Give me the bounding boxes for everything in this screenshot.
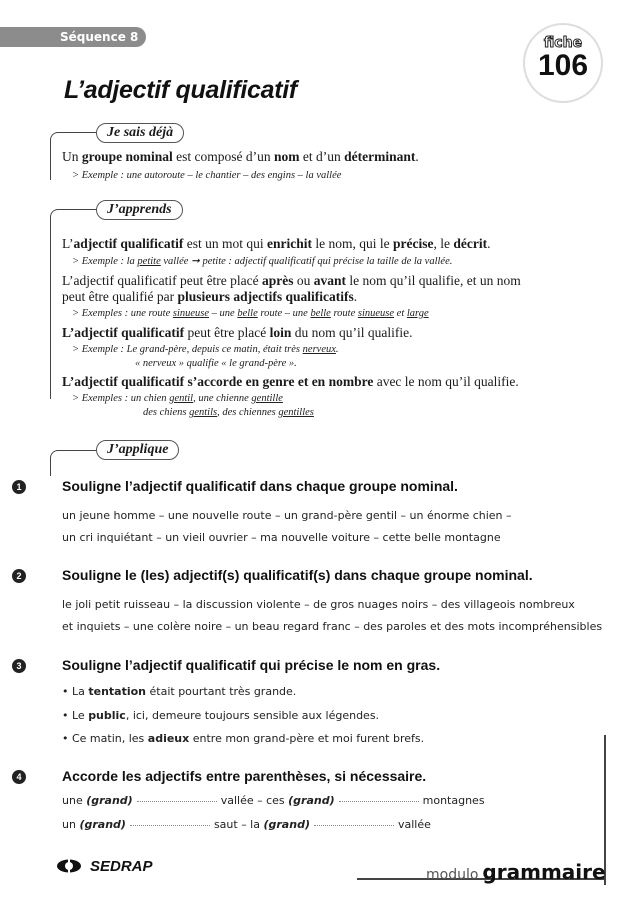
example-line: > Exemple : Le grand-père, depuis ce matin, était très nerveux. xyxy=(72,344,339,355)
section-heading-j-applique: J’applique xyxy=(96,440,179,460)
answer-blank[interactable] xyxy=(339,801,419,802)
example-line: « nerveux » qualifie « le grand-père ». xyxy=(135,358,297,369)
section-heading-je-sais-deja: Je sais déjà xyxy=(96,123,184,143)
exercise-3-instruction: Souligne l’adjectif qualificatif qui précise le nom en gras. xyxy=(62,657,441,673)
rule-paragraph-3: L’adjectif qualificatif peut être placé loin du nom qu’il qualifie. xyxy=(62,325,413,340)
exercise-4-line: une (grand) vallée – ces (grand) montagnes xyxy=(62,794,485,807)
exercise-3-item[interactable]: • Ce matin, les adieux entre mon grand-père et moi furent brefs. xyxy=(62,732,425,745)
exercise-number-3: 3 xyxy=(12,659,26,673)
definition-groupe-nominal: Un groupe nominal est composé d’un nom et d’un déterminant. xyxy=(62,149,419,164)
publisher-name: SEDRAP xyxy=(90,858,153,875)
collection-name: modulo grammaire xyxy=(426,860,606,884)
rule-paragraph-1: L’adjectif qualificatif est un mot qui enrichit le nom, qui le précise, le décrit. xyxy=(62,236,491,251)
exercise-number-2: 2 xyxy=(12,569,26,583)
exercise-4-instruction: Accorde les adjectifs entre parenthèses, si nécessaire. xyxy=(62,768,427,784)
example-line: > Exemple : la petite vallée ➞ petite : adjectif qualificatif qui précise la taille de la vallée. xyxy=(72,256,453,267)
publisher-logo xyxy=(56,858,153,875)
example-line: des chiens gentils, des chiennes gentilles xyxy=(143,407,314,418)
example-line: > Exemple : une autoroute – le chantier – des engins – la vallée xyxy=(72,170,342,181)
section-heading-j-apprends: J’apprends xyxy=(96,200,183,220)
fiche-label: fiche xyxy=(543,35,583,51)
exercise-4-line: un (grand) saut – la (grand) vallée xyxy=(62,818,431,831)
rule-paragraph-4: L’adjectif qualificatif s’accorde en genre et en nombre avec le nom qu’il qualifie. xyxy=(62,374,519,389)
exercise-1-line[interactable]: un cri inquiétant – un vieil ouvrier – ma nouvelle voiture – cette belle montagne xyxy=(62,531,501,544)
page-title: L’adjectif qualificatif xyxy=(64,76,297,104)
rule-paragraph-2: L’adjectif qualificatif peut être placé après ou avant le nom qu’il qualifie, et un nom xyxy=(62,273,521,288)
answer-blank[interactable] xyxy=(137,801,217,802)
exercise-number-4: 4 xyxy=(12,770,26,784)
section-bracket xyxy=(50,450,100,476)
exercise-3-item[interactable]: • La tentation était pourtant très grande. xyxy=(62,685,297,698)
exercise-2-instruction: Souligne le (les) adjectif(s) qualificatif(s) dans chaque groupe nominal. xyxy=(62,567,533,583)
exercise-1-instruction: Souligne l’adjectif qualificatif dans chaque groupe nominal. xyxy=(62,478,458,494)
sequence-label: Séquence 8 xyxy=(60,30,139,44)
exercise-number-1: 1 xyxy=(12,480,26,494)
fiche-badge xyxy=(525,25,601,101)
fiche-number: 106 xyxy=(537,49,589,82)
exercise-3-item[interactable]: • Le public, ici, demeure toujours sensible aux légendes. xyxy=(62,709,380,722)
answer-blank[interactable] xyxy=(130,825,210,826)
exercise-2-line[interactable]: et inquiets – une colère noire – un beau regard franc – des paroles et des mots incompréhensibles xyxy=(62,620,603,633)
example-line: > Exemples : une route sinueuse – une belle route – une belle route sinueuse et large xyxy=(72,308,429,319)
exercise-2-line[interactable]: le joli petit ruisseau – la discussion violente – de gros nuages noirs – des villageois nombreux xyxy=(62,598,575,611)
exercise-1-line[interactable]: un jeune homme – une nouvelle route – un grand-père gentil – un énorme chien – xyxy=(62,509,512,522)
rule-paragraph-2-cont: peut être qualifié par plusieurs adjectifs qualificatifs. xyxy=(62,289,358,304)
sedrap-icon xyxy=(56,859,82,873)
example-line: > Exemples : un chien gentil, une chienne gentille xyxy=(72,393,283,404)
sequence-tab xyxy=(0,27,146,47)
answer-blank[interactable] xyxy=(314,825,394,826)
